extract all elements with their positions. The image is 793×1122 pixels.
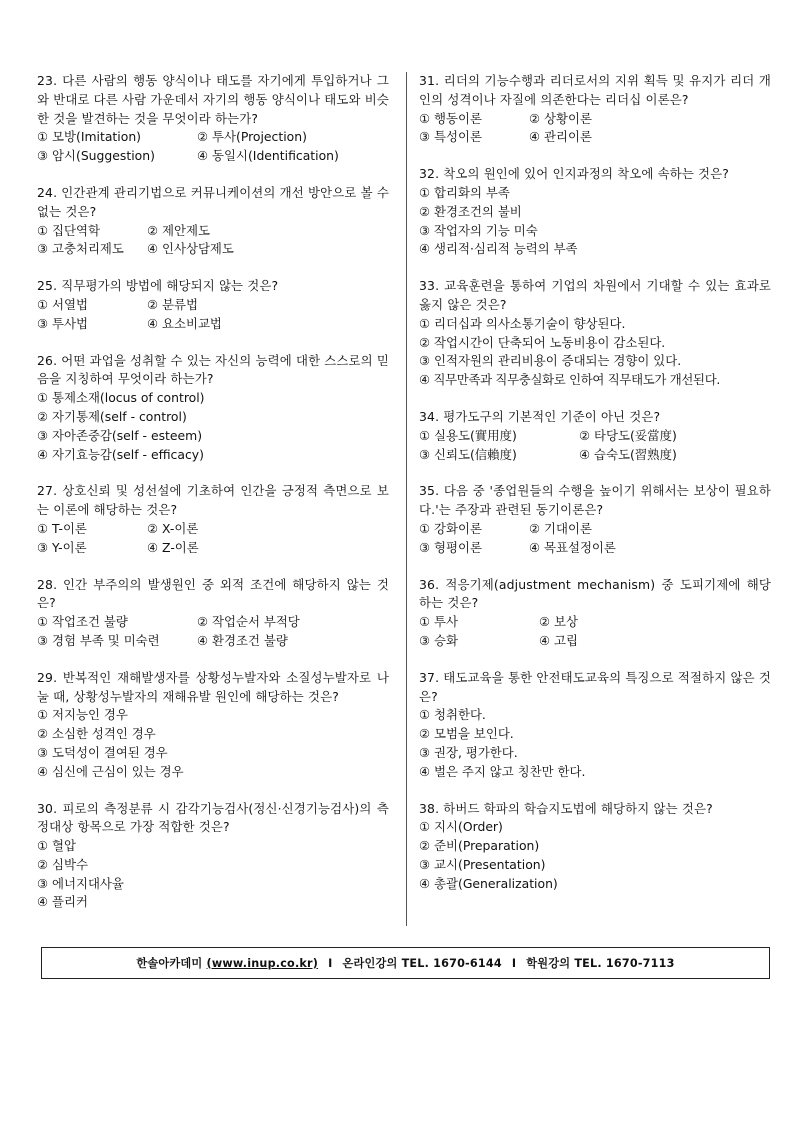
- option-4: ④ 심신에 근심이 있는 경우: [37, 763, 184, 779]
- option-1: ① 통제소재(locus of control): [37, 390, 205, 406]
- option-4: ④ 벌은 주지 않고 칭찬만 한다.: [419, 763, 586, 779]
- footer-online-tel: 온라인강의 TEL. 1670-6144: [342, 957, 502, 970]
- option-4: ④ 고립: [539, 632, 578, 648]
- option-1: ① 저지능인 경우: [37, 707, 128, 723]
- option-2: ② X-이론: [147, 520, 199, 536]
- option-1: ① 투사: [419, 614, 458, 630]
- option-2: ② 분류법: [147, 296, 198, 312]
- option-3: ③ 자아존중감(self - esteem): [37, 427, 203, 443]
- option-1: ① 리더십과 의사소통기술이 향상된다.: [419, 315, 626, 331]
- footer-academy-tel: 학원강의 TEL. 1670-7113: [526, 957, 675, 970]
- question-stem: 38. 하버드 학파의 학습지도법에 해당하지 않는 것은?: [419, 800, 713, 816]
- question-31: [419, 72, 771, 147]
- option-2: ② 제안제도: [147, 222, 210, 238]
- option-4: ④ 동일시(Identification): [197, 148, 339, 164]
- question-35: [419, 482, 771, 557]
- option-2: ② 자기통제(self - control): [37, 408, 187, 424]
- option-4: ④ Z-이론: [147, 539, 199, 555]
- question-stem: 23. 다른 사람의 행동 양식이나 태도를 자기에게 투입하거나 그와 반대로 다른 사람 가운데서 자기의 행동 양식이나 태도와 비슷한 것을 발견하는 것을 무엇이라 하는가?: [37, 73, 389, 126]
- column-divider: [406, 72, 407, 926]
- option-1: ① 집단역학: [37, 222, 100, 238]
- right-column: [419, 72, 771, 911]
- left-column: [37, 72, 389, 930]
- option-1: ① 서열법: [37, 296, 88, 312]
- question-stem: 37. 태도교육을 통한 안전태도교육의 특징으로 적절하지 않은 것은?: [419, 669, 771, 704]
- option-3: ③ 도덕성이 결여된 경우: [37, 744, 168, 760]
- option-2: ② 상황이론: [529, 110, 592, 126]
- question-stem: 25. 직무평가의 방법에 해당되지 않는 것은?: [37, 278, 279, 294]
- option-3: ③ 인적자원의 관리비용이 증대되는 경향이 있다.: [419, 353, 682, 369]
- question-stem: 24. 인간관계 관리기법으로 커뮤니케이션의 개선 방안으로 볼 수 없는 것은?: [37, 184, 389, 219]
- footer-banner: [41, 947, 770, 979]
- question-36: [419, 576, 771, 651]
- option-1: ① 합리화의 부족: [419, 184, 510, 200]
- option-2: ② 환경조건의 불비: [419, 203, 522, 219]
- option-1: ① 실용도(實用度): [419, 427, 517, 443]
- question-32: [419, 165, 771, 259]
- option-2: ② 작업순서 부적당: [197, 614, 300, 630]
- option-1: ① 행동이론: [419, 110, 482, 126]
- option-1: ① 모방(Imitation): [37, 129, 142, 145]
- option-1: ① T-이론: [37, 520, 87, 536]
- question-33: [419, 277, 771, 390]
- question-30: [37, 800, 389, 913]
- option-4: ④ 총괄(Generalization): [419, 875, 558, 891]
- option-2: ② 타당도(妥當度): [579, 427, 677, 443]
- option-2: ② 기대이론: [529, 520, 592, 536]
- option-1: ① 강화이론: [419, 520, 482, 536]
- question-stem: 36. 적응기제(adjustment mechanism) 중 도피기제에 해당하는 것은?: [419, 576, 771, 611]
- option-4: ④ 플리커: [37, 894, 88, 910]
- option-4: ④ 생리적·심리적 능력의 부족: [419, 241, 578, 257]
- question-stem: 32. 착오의 원인에 있어 인지과정의 착오에 속하는 것은?: [419, 166, 730, 182]
- option-1: ① 지시(Order): [419, 819, 503, 835]
- footer-url-link[interactable]: (www.inup.co.kr): [206, 956, 319, 970]
- option-2: ② 준비(Preparation): [419, 838, 540, 854]
- option-2: ② 작업시간이 단축되어 노동비용이 감소된다.: [419, 334, 666, 350]
- option-3: ③ 투사법: [37, 315, 88, 331]
- question-24: [37, 184, 389, 259]
- option-3: ③ 특성이론: [419, 129, 482, 145]
- question-38: [419, 800, 771, 894]
- option-4: ④ 인사상담제도: [147, 241, 234, 257]
- option-2: ② 소심한 성격인 경우: [37, 726, 156, 742]
- option-3: ③ 경험 부족 및 미숙련: [37, 632, 160, 648]
- question-37: [419, 669, 771, 782]
- question-stem: 26. 어떤 과업을 성취할 수 있는 자신의 능력에 대한 스스로의 믿음을 지칭하여 무엇이라 하는가?: [37, 352, 389, 387]
- option-4: ④ 직무만족과 직무충실화로 인하여 직무태도가 개선된다.: [419, 372, 721, 388]
- option-2: ② 투사(Projection): [197, 129, 307, 145]
- option-3: ③ Y-이론: [37, 539, 87, 555]
- question-29: [37, 669, 389, 782]
- option-3: ③ 에너지대사율: [37, 875, 124, 891]
- option-3: ③ 암시(Suggestion): [37, 148, 155, 164]
- question-stem: 31. 리더의 기능수행과 리더로서의 지위 획득 및 유지가 리더 개인의 성격이나 자질에 의존한다는 리더십 이론은?: [419, 73, 771, 107]
- option-3: ③ 고충처리제도: [37, 241, 124, 257]
- question-26: [37, 352, 389, 465]
- question-stem: 30. 피로의 측정분류 시 감각기능검사(정신·신경기능검사)의 측정대상 항목으로 가장 적합한 것은?: [37, 800, 389, 835]
- option-1: ① 혈압: [37, 838, 76, 854]
- option-1: ① 청취한다.: [419, 707, 486, 723]
- footer-separator: I: [328, 956, 333, 970]
- question-stem: 35. 다음 중 '종업원들의 수행을 높이기 위해서는 보상이 필요하다.'는 주장과 관련된 동기이론은?: [419, 483, 771, 518]
- option-4: ④ 자기효능감(self - efficacy): [37, 446, 204, 462]
- option-4: ④ 요소비교법: [147, 315, 222, 331]
- option-2: ② 심박수: [37, 856, 88, 872]
- option-3: ③ 승화: [419, 632, 458, 648]
- option-3: ③ 교시(Presentation): [419, 856, 546, 872]
- question-stem: 28. 인간 부주의의 발생원인 중 외적 조건에 해당하지 않는 것은?: [37, 576, 389, 611]
- question-stem: 33. 교육훈련을 통하여 기업의 차원에서 기대할 수 있는 효과로 옳지 않은 것은?: [419, 278, 771, 312]
- option-3: ③ 권장, 평가한다.: [419, 744, 518, 760]
- option-4: ④ 목표설정이론: [529, 539, 616, 555]
- option-3: ③ 작업자의 기능 미숙: [419, 222, 538, 238]
- question-stem: 29. 반복적인 재해발생자를 상황성누발자와 소질성누발자로 나눌 때, 상황성누발자의 재해유발 원인에 해당하는 것은?: [37, 669, 389, 704]
- question-34: [419, 408, 771, 464]
- question-28: [37, 576, 389, 651]
- question-25: [37, 277, 389, 333]
- footer-separator: I: [511, 956, 517, 970]
- option-4: ④ 습숙도(習熟度): [579, 446, 677, 462]
- question-23: [37, 72, 389, 166]
- question-27: [37, 482, 389, 557]
- question-stem: 27. 상호신뢰 및 성선설에 기초하여 인간을 긍정적 측면으로 보는 이론에 해당하는 것은?: [37, 483, 389, 518]
- option-3: ③ 신뢰도(信賴度): [419, 446, 517, 462]
- option-2: ② 보상: [539, 614, 578, 630]
- option-4: ④ 관리이론: [529, 129, 592, 145]
- question-stem: 34. 평가도구의 기본적인 기준이 아닌 것은?: [419, 408, 661, 424]
- option-1: ① 작업조건 불량: [37, 614, 128, 630]
- option-4: ④ 환경조건 불량: [197, 632, 288, 648]
- option-2: ② 모범을 보인다.: [419, 726, 514, 742]
- footer-academy-name: 한솔아카데미: [136, 957, 203, 970]
- option-3: ③ 형평이론: [419, 539, 482, 555]
